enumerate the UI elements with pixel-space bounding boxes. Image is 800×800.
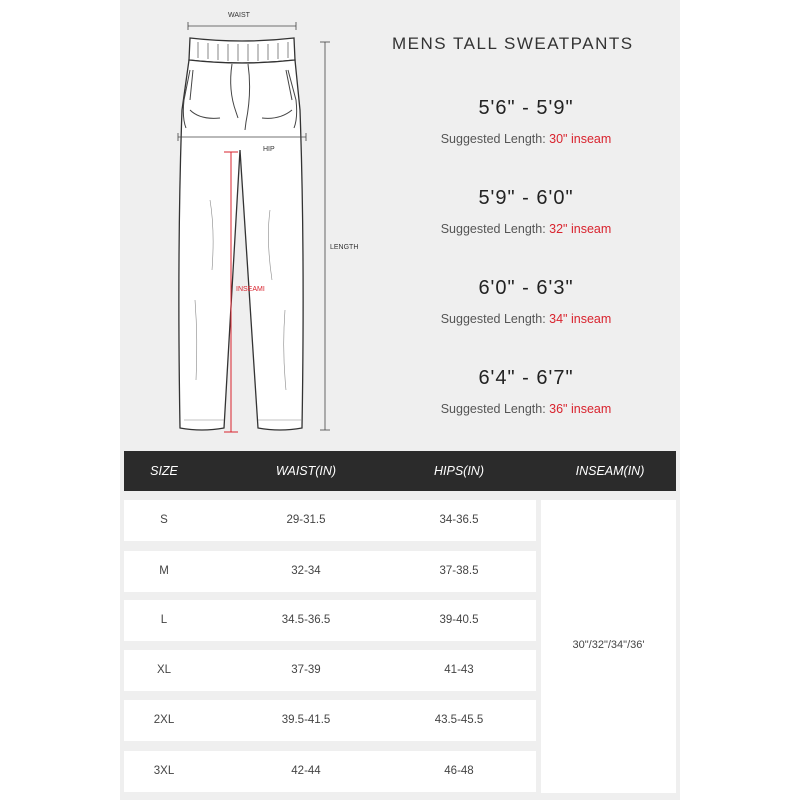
height-group-2	[396, 187, 656, 236]
cell-size: L	[160, 614, 168, 626]
height-range: 6'4" - 6'7"	[478, 367, 574, 389]
inseam-value: 30" inseam	[549, 132, 612, 146]
inseam-all-value: 30"/32"/34"/36'	[572, 639, 645, 651]
cell-waist: 42-44	[291, 765, 321, 777]
cell-waist: 39.5-41.5	[281, 714, 331, 726]
inseam-value: 34" inseam	[549, 312, 612, 326]
cell-hips: 43.5-45.5	[434, 714, 484, 726]
cell-hips: 37-38.5	[439, 565, 479, 577]
table-row	[124, 551, 536, 592]
header-inseam: INSEAM(IN)	[575, 464, 645, 478]
cell-hips: 39-40.5	[439, 614, 479, 626]
height-range: 6'0" - 6'3"	[478, 277, 574, 299]
cell-size: XL	[156, 664, 172, 676]
inseam-merged-cell	[541, 500, 676, 793]
cell-size: 2XL	[153, 714, 175, 726]
suggested-length: Suggested Length: 36" inseam	[440, 402, 612, 416]
suggested-length: Suggested Length: 32" inseam	[440, 222, 612, 236]
cell-waist: 34.5-36.5	[281, 614, 331, 626]
inseam-value: 36" inseam	[549, 402, 612, 416]
table-row	[124, 500, 536, 541]
waist-label: WAIST	[228, 12, 250, 19]
cell-size: 3XL	[153, 765, 175, 777]
cell-hips: 34-36.5	[439, 514, 479, 526]
cell-waist: 37-39	[291, 664, 321, 676]
inseam-label: INSEAMI	[236, 286, 265, 293]
cell-waist: 32-34	[291, 565, 321, 577]
table-row	[124, 751, 536, 792]
cell-hips: 41-43	[444, 664, 474, 676]
pants-diagram	[120, 0, 360, 450]
height-group-1	[396, 97, 656, 146]
hip-label: HIP	[263, 146, 275, 153]
header-hips: HIPS(IN)	[434, 464, 484, 478]
height-group-4	[396, 367, 656, 416]
cell-waist: 29-31.5	[286, 514, 326, 526]
cell-size: M	[159, 565, 169, 577]
suggested-length: Suggested Length: 30" inseam	[440, 132, 612, 146]
cell-hips: 46-48	[444, 765, 474, 777]
size-table-header	[124, 451, 676, 491]
table-row	[124, 600, 536, 641]
height-group-3	[396, 277, 656, 326]
height-range: 5'6" - 5'9"	[478, 97, 574, 119]
inseam-value: 32" inseam	[549, 222, 612, 236]
suggested-length: Suggested Length: 34" inseam	[440, 312, 612, 326]
length-label: LENGTH	[330, 244, 359, 251]
cell-size: S	[160, 514, 168, 526]
table-row	[124, 700, 536, 741]
header-waist: WAIST(IN)	[275, 464, 337, 478]
height-range: 5'9" - 6'0"	[478, 187, 574, 209]
table-row	[124, 650, 536, 691]
page-title: MENS TALL SWEATPANTS	[392, 34, 634, 53]
header-size: SIZE	[150, 464, 178, 478]
